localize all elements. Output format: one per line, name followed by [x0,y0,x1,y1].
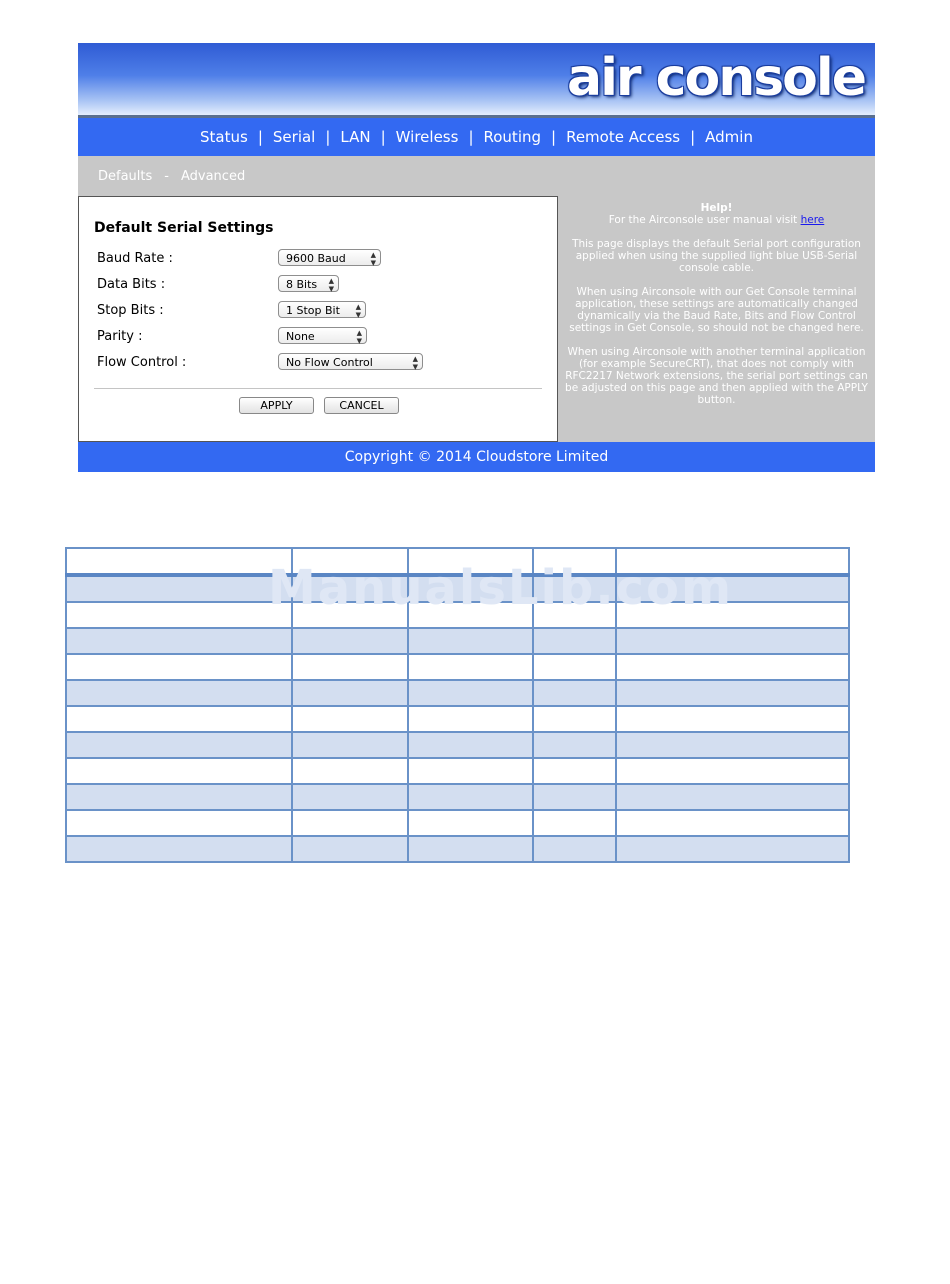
table-cell [533,836,616,862]
table-row [66,706,849,732]
table-cell [292,836,408,862]
table-cell [616,680,849,706]
table-cell [533,758,616,784]
apply-button[interactable]: APPLY [239,397,314,414]
stop-bits-label: Stop Bits : [97,303,164,318]
table-cell [408,732,533,758]
table-cell [66,732,292,758]
select-arrows-icon: ▲ ▼ [356,328,362,345]
table-row [66,654,849,680]
help-paragraph-3: When using Airconsole with another terminal application (for example SecureCRT), that does not comply with RFC2217 Network extensions, the serial port settings can be adjusted on this page and then applied with the APPLY button. [565,346,868,406]
form-divider [94,388,542,389]
table-cell [616,810,849,836]
table-row [66,628,849,654]
table-cell [66,548,292,575]
flow-control-row [97,353,537,373]
table-cell [292,706,408,732]
flow-control-value: No Flow Control [286,356,373,369]
table-cell [533,654,616,680]
select-arrows-icon: ▲ ▼ [412,354,418,371]
nav-routing[interactable]: Routing [483,128,542,146]
data-bits-label: Data Bits : [97,277,166,292]
table-cell [66,575,292,602]
table-cell [533,706,616,732]
data-bits-select[interactable] [278,275,339,292]
serial-settings-panel [78,196,558,442]
table-cell [66,654,292,680]
table-cell [66,680,292,706]
stop-bits-row [97,301,537,321]
select-arrows-icon: ▲ ▼ [355,302,361,319]
subnav-separator: - [164,168,169,184]
table-cell [533,810,616,836]
help-panel [558,196,875,442]
table-cell [616,654,849,680]
help-manual-link[interactable]: here [800,214,825,226]
table-cell [66,784,292,810]
nav-admin[interactable]: Admin [705,128,753,146]
nav-separator: | [551,128,557,146]
table-cell [616,706,849,732]
help-title: Help! [700,202,733,214]
table-cell [408,836,533,862]
nav-remote-access[interactable]: Remote Access [566,128,681,146]
help-manual-text: For the Airconsole user manual visit [608,214,798,226]
table-cell [533,732,616,758]
table-cell [66,706,292,732]
table-row [66,836,849,862]
data-bits-row [97,275,537,295]
table-cell [408,680,533,706]
table-cell [292,732,408,758]
table-cell [616,628,849,654]
main-nav [78,118,875,156]
table-cell [66,810,292,836]
table-cell [616,758,849,784]
form-title: Default Serial Settings [94,220,274,236]
table-cell [292,654,408,680]
table-cell [408,758,533,784]
table-cell [408,628,533,654]
nav-separator: | [468,128,474,146]
help-paragraph-1: This page displays the default Serial port configuration applied when using the supplied light blue USB-Serial console cable. [572,238,861,274]
table-cell [533,680,616,706]
stop-bits-value: 1 Stop Bit [286,304,340,317]
table-cell [533,784,616,810]
table-cell [616,836,849,862]
table-cell [408,784,533,810]
stop-bits-select[interactable] [278,301,366,318]
data-bits-value: 8 Bits [286,278,318,291]
table-cell [408,654,533,680]
baud-rate-select[interactable] [278,249,381,266]
parity-select[interactable] [278,327,367,344]
table-cell [408,810,533,836]
footer: Copyright © 2014 Cloudstore Limited [78,442,875,472]
help-manual-line [564,214,869,226]
table-cell [292,680,408,706]
select-arrows-icon: ▲ ▼ [328,276,334,293]
airconsole-logo: air console [567,48,865,108]
table-cell [66,602,292,628]
airconsole-screenshot [78,43,875,472]
nav-separator: | [690,128,696,146]
subnav-defaults[interactable]: Defaults [98,168,153,184]
table-cell [292,810,408,836]
table-row [66,758,849,784]
table-row [66,810,849,836]
table-cell [616,784,849,810]
nav-separator: | [257,128,263,146]
nav-lan[interactable]: LAN [340,128,371,146]
baud-rate-row [97,249,537,269]
table-row [66,784,849,810]
table-cell [292,758,408,784]
table-cell [66,628,292,654]
nav-serial[interactable]: Serial [272,128,316,146]
table-cell [408,706,533,732]
table-row [66,732,849,758]
header-banner [78,43,875,118]
nav-status[interactable]: Status [200,128,248,146]
parity-row [97,327,537,347]
table-cell [292,784,408,810]
flow-control-select[interactable] [278,353,423,370]
table-cell [616,732,849,758]
help-paragraph-2: When using Airconsole with our Get Console terminal application, these settings are automatically changed dynamically via the Baud Rate, Bits and Flow Control settings in Get Console, so should not be changed here. [569,286,864,334]
baud-rate-label: Baud Rate : [97,251,173,266]
nav-wireless[interactable]: Wireless [395,128,459,146]
baud-rate-value: 9600 Baud [286,252,346,265]
flow-control-label: Flow Control : [97,355,187,370]
sub-nav [78,156,875,196]
table-cell [533,628,616,654]
parity-value: None [286,330,315,343]
parity-label: Parity : [97,329,143,344]
table-row [66,680,849,706]
content-area [78,196,875,442]
subnav-advanced[interactable]: Advanced [180,168,246,184]
watermark: ManualsLib.com [268,560,733,616]
table-cell [66,836,292,862]
table-cell [292,628,408,654]
table-cell [66,758,292,784]
select-arrows-icon: ▲ ▼ [370,250,376,267]
cancel-button[interactable]: CANCEL [324,397,399,414]
nav-separator: | [325,128,331,146]
nav-separator: | [380,128,386,146]
